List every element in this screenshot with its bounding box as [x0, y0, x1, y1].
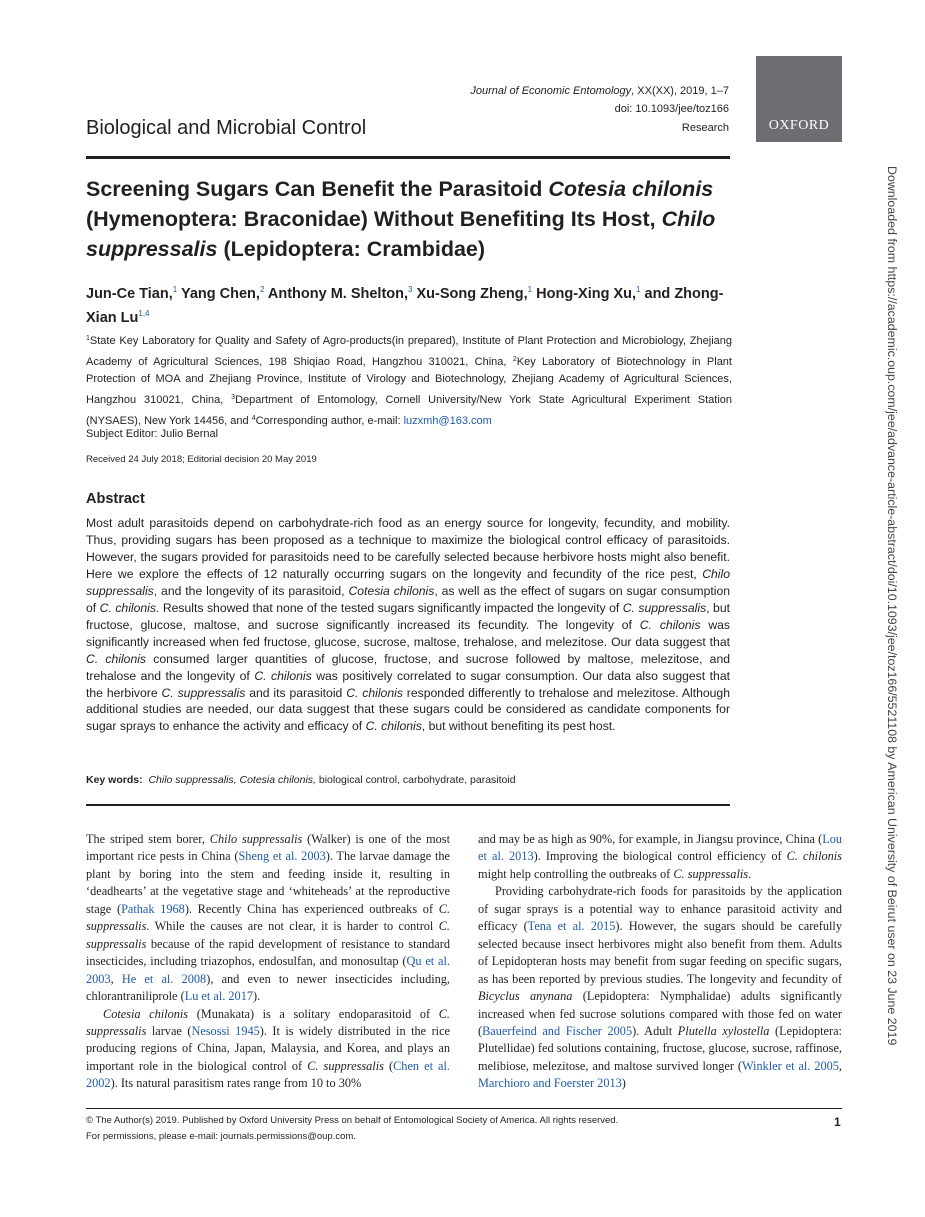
section-name: Biological and Microbial Control	[86, 117, 367, 139]
body-column-left	[86, 831, 450, 1093]
email-link[interactable]: luzxmh@163.com	[403, 414, 492, 427]
body-text: might help controlling the outbreaks of	[478, 866, 674, 881]
affil-marker: 4	[251, 414, 256, 422]
body-text: ), and even to newer insecticides including, chlorantraniliprole (	[86, 971, 451, 1004]
body-text: (Lepidoptera: Nymphalidae) adults significantly increased when fed sucrose solutions compared with those fed on water (	[478, 989, 843, 1038]
affiliation-link[interactable]: 2	[259, 285, 265, 294]
species-name: C. suppressalis	[86, 901, 451, 934]
species-name: Chilo suppressalis	[209, 832, 303, 846]
keywords-label: Key words:	[86, 774, 143, 786]
body-text: .	[748, 866, 752, 881]
paragraph	[86, 1006, 450, 1093]
title-species: Cotesia chilonis	[548, 177, 714, 201]
author-name: Anthony M. Shelton,	[264, 286, 409, 302]
citation-link[interactable]: Lu et al. 2017	[184, 989, 253, 1004]
body-text: Providing carbohydrate-rich foods for parasitoids by the application of sugar sprays is a potential way to enhance parasitoid activity and efficacy (	[478, 884, 842, 934]
body-text: )	[621, 1076, 626, 1091]
affiliation-link[interactable]: 3	[408, 285, 413, 294]
body-text: The striped stem borer,	[86, 832, 210, 846]
author-name: and Zhong-Xian Lu	[86, 286, 724, 326]
paragraph	[478, 831, 842, 883]
body-text: because of the rapid development of resistance to standard insecticides, including triazophos, endosulfan, and monosultap (	[86, 936, 450, 969]
author	[86, 286, 177, 302]
paragraph	[478, 883, 842, 1092]
author-name: Xu-Song Zheng,	[412, 286, 528, 302]
species-name: C. suppressalis	[86, 919, 450, 951]
citation-link[interactable]: Bauerfeind and Fischer 2005	[482, 1023, 633, 1038]
author-name: Yang Chen,	[177, 286, 260, 302]
body-text: ). The larvae damage the plant by boring into the stem and feeding inside it, resulting in ‘deadhearts’ at the vegetative stage and ‘whiteheads’ at the reproductive stage (	[86, 849, 450, 916]
author-name: Jun-Ce Tian,	[86, 286, 173, 302]
body-text: ). Adult	[632, 1023, 678, 1038]
keywords	[86, 772, 730, 788]
body-text: ). It is widely distributed in the rice producing regions of China, Japan, Malaysia, and Korea, and plays an important role in the biological control of	[86, 1023, 451, 1073]
author	[264, 286, 412, 302]
footer-rule	[86, 1108, 842, 1109]
affiliation-link[interactable]: 1	[636, 285, 641, 294]
affiliation-link[interactable]: 1	[527, 285, 533, 294]
citation-link[interactable]: Lou et al. 2013	[478, 832, 842, 864]
species-name: Bicyclus anynana	[478, 989, 573, 1004]
body-text: (	[383, 1058, 394, 1073]
body-text: ). However, the sugars should be carefully selected because insect herbivores might also benefit from them. Adults of Lepidopteran hosts may benefit from sugar feeding on specific sugars, as has been reported by previous studies. The longevity and fecundity of	[478, 919, 842, 986]
body-text: ).	[253, 989, 261, 1004]
permissions-notice: For permissions, please e-mail: journals.permissions@oup.com.	[86, 1131, 356, 1142]
affil-text: Department of Entomology, Cornell University/New York State Agricultural Experiment Station (NYSAES), New York 14456, and	[86, 394, 732, 427]
title-part: Screening Sugars Can Benefit the Parasitoid	[86, 177, 549, 201]
affil-marker: 3	[231, 394, 236, 402]
citation-link[interactable]: Tena et al. 2015	[527, 919, 616, 934]
journal-volume: , XX(XX), 2019, 1–7	[631, 85, 729, 97]
affil-marker: 1	[86, 335, 90, 342]
body-text: ,	[838, 1058, 842, 1073]
subject-editor: Subject Editor: Julio Bernal	[86, 428, 219, 440]
affil-marker: 2	[512, 355, 517, 363]
body-text: (Lepidoptera: Plutellidae) fed solutions containing, fructose, glucose, sucrose, raffinose, melibiose, melezitose, and maltose survived longer (	[478, 1023, 842, 1073]
title-part: (Hymenoptera: Braconidae) Without Benefiting Its Host,	[86, 207, 662, 231]
author	[532, 286, 640, 302]
journal-name: Journal of Economic Entomology	[470, 85, 632, 97]
abstract-rule	[86, 804, 730, 806]
body-text: ). Improving the biological control efficiency of	[533, 849, 787, 864]
species-name: Plutella xylostella	[677, 1023, 770, 1038]
title-species: Chilo suppressalis	[86, 207, 716, 261]
species-name: C. suppressalis	[307, 1058, 384, 1073]
body-text: (Munakata) is a solitary endoparasitoid of	[188, 1006, 439, 1021]
author	[412, 286, 532, 302]
species-name: C. chilonis	[786, 849, 842, 864]
body-text: and may be as high as 90%, for example, in Jiangsu province, China (	[478, 832, 823, 846]
keywords-species: Chilo suppressalis, Cotesia chilonis,	[148, 774, 316, 786]
body-text: . While the causes are not clear, it is harder to control	[146, 919, 439, 934]
affiliation-link[interactable]: 1,4	[138, 309, 150, 318]
species-name: C. suppressalis	[86, 1006, 451, 1038]
body-text: ). Recently China has experienced outbreaks of	[184, 901, 439, 916]
title-part: (Lepidoptera: Crambidae)	[217, 237, 486, 261]
header-rule	[86, 156, 730, 159]
paragraph	[86, 831, 450, 1006]
article-type: Research	[681, 122, 729, 134]
affiliations	[86, 330, 732, 431]
article-title	[86, 174, 736, 264]
affil-text: Corresponding author, e-mail:	[255, 414, 404, 427]
copyright-notice: © The Author(s) 2019. Published by Oxford University Press on behalf of Entomological Society of America. All rights reserved.	[86, 1115, 619, 1126]
body-text: (Walker) is one of the most important rice pests in China (	[86, 832, 450, 864]
citation-link[interactable]: Nesossi 1945	[191, 1023, 260, 1038]
author	[177, 286, 264, 302]
citation-link[interactable]: He et al. 2008	[121, 971, 207, 986]
page-number: 1	[834, 1115, 841, 1129]
affil-text: Key Laboratory of Biotechnology in Plant Protection of MOA and Zhejiang Province, Institute of Virology and Biotechnology, Zhejiang Academy of Agricultural Sciences, Hangzhou 310021, China,	[86, 355, 732, 407]
abstract-heading: Abstract	[86, 491, 145, 507]
citation-link[interactable]: Winkler et al. 2005	[741, 1058, 839, 1073]
citation-link[interactable]: Pathak 1968	[121, 901, 185, 916]
received-dates: Received 24 July 2018; Editorial decision 20 May 2019	[86, 454, 317, 465]
affil-text: State Key Laboratory for Quality and Safety of Agro-products(in prepared), Institute of Plant Protection and Microbiology, Zhejiang Academy of Agricultural Sciences, 198 Shiqiao Road, Hangzhou 310021, China,	[86, 335, 732, 368]
body-text: ,	[110, 971, 122, 986]
oxford-logo[interactable]	[756, 56, 842, 142]
doi: doi: 10.1093/jee/toz166	[614, 103, 729, 115]
citation-link[interactable]: Sheng et al. 2003	[238, 849, 326, 864]
journal-citation	[470, 82, 729, 100]
citation-link[interactable]: Marchioro and Foerster 2013	[478, 1076, 622, 1091]
author-name: Hong-Xing Xu,	[532, 286, 637, 302]
abstract-text: Most adult parasitoids depend on carbohydrate-rich food as an energy source for longevity, fecundity, and mobility. Thus, providing sugars has been proposed as a technique to maximize the biological control efficacy of parasitoids. However, the sugars provided for parasitoids need to be carefully selected because herbivore hosts might also benefit. Here we explore the effects of 12 naturally occurring sugars on the longevity and fecundity of the rice pest, Chilo suppressalis, and the longevity of its parasitoid, Cotesia chilonis, as well as the effect of sugars on sugar consumption of C. chilonis. Results showed that none of the tested sugars significantly impacted the longevity of C. suppressalis, but fructose, glucose, maltose, and sucrose significantly increased its fecundity. The longevity of C. chilonis was significantly increased when fed fructose, glucose, sucrose, maltose, trehalose, and melezitose. Our data suggest that C. chilonis consumed larger quantities of glucose, fructose, and sucrose followed by maltose, melezitose, and trehalose and the longevity of C. chilonis was positively correlated to sugar consumption. Our data also suggest that the herbivore C. suppressalis and its parasitoid C. chilonis responded differently to trehalose and melezitose. Although additional studies are needed, our data suggest that these sugars could be considered as candidate components for sugar sprays to enhance the activity and efficacy of C. chilonis, but without benefiting its pest host.	[86, 516, 730, 734]
body-column-right	[478, 831, 842, 1093]
body-text: larvae (	[146, 1023, 192, 1038]
citation-link[interactable]: Chen et al. 2002	[86, 1058, 450, 1091]
keywords-rest: biological control, carbohydrate, parasitoid	[315, 774, 516, 786]
species-name: C. suppressalis	[673, 866, 749, 881]
oxford-logo-text: OXFORD	[768, 118, 830, 133]
species-name: Cotesia chilonis	[103, 1006, 189, 1021]
author-list	[86, 280, 736, 328]
affiliation-link[interactable]: 1	[172, 285, 178, 294]
download-watermark: Downloaded from https://academic.oup.com/jee/advance-article-abstract/doi/10.1093/jee/toz166/5521108 by American University of Beirut user on 23 June 2019	[885, 166, 899, 1046]
citation-link[interactable]: Qu et al. 2003	[86, 954, 450, 986]
body-text: ). Its natural parasitism rates range from 10 to 30%	[110, 1076, 362, 1091]
